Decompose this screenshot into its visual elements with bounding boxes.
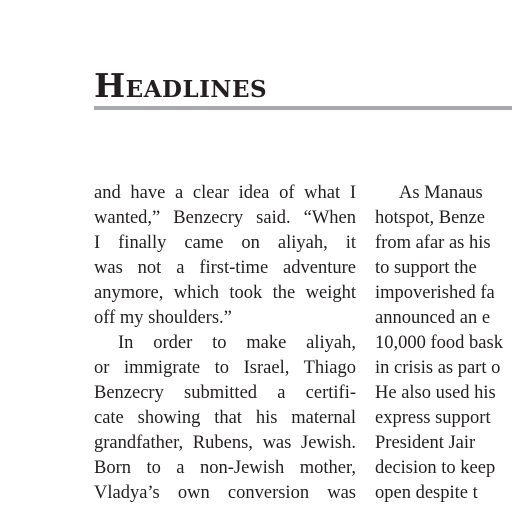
article-text-line: open despite t [375,483,478,503]
article-text-line: off my shoulders.” [94,308,232,328]
article-text-line: He also used his [375,383,496,403]
article-text-line: impoverished fa [375,283,495,303]
article-text-line: Benzecry submitted a certifi- [94,383,356,403]
article-text-line: to support the [375,258,477,278]
article-text-line: wanted,” Benzecry said. “When [94,208,356,228]
article-column-left [94,181,356,506]
article-text-line: from afar as his [375,233,491,253]
article-text-line: hotspot, Benze [375,208,485,228]
section-title: Headlines [94,66,268,105]
article-text-line: announced an e [375,308,491,328]
article-text-line: was not a first-time adventure [94,258,356,278]
article-text-line: I finally came on aliyah, it [94,233,356,253]
article-paragraph [375,181,512,506]
article-text-line: cate showing that his maternal [94,408,356,428]
article-text-line: and have a clear idea of what I [94,183,356,203]
article-text-line: President Jair [375,433,476,453]
article-text-line: express support [375,408,491,428]
article-text-line: in crisis as part o [375,358,501,378]
article-paragraph [94,331,356,506]
section-divider [94,106,512,110]
article-text-line: In order to make aliyah, [118,333,356,353]
article-text-line: 10,000 food bask [375,333,503,353]
article-text-line: or immigrate to Israel, Thiago [94,358,356,378]
article-text-line: anymore, which took the weight [94,283,356,303]
article-text-line: As Manaus [399,183,483,203]
article-text-line: Vladya’s own conversion was [94,483,356,503]
article-text-line: decision to keep [375,458,496,478]
article-text-line: Born to a non-Jewish mother, [94,458,356,478]
article-paragraph [94,181,356,331]
article-column-right [375,181,512,506]
article-text-line: grandfather, Rubens, was Jewish. [94,433,356,453]
section-header [94,66,512,106]
